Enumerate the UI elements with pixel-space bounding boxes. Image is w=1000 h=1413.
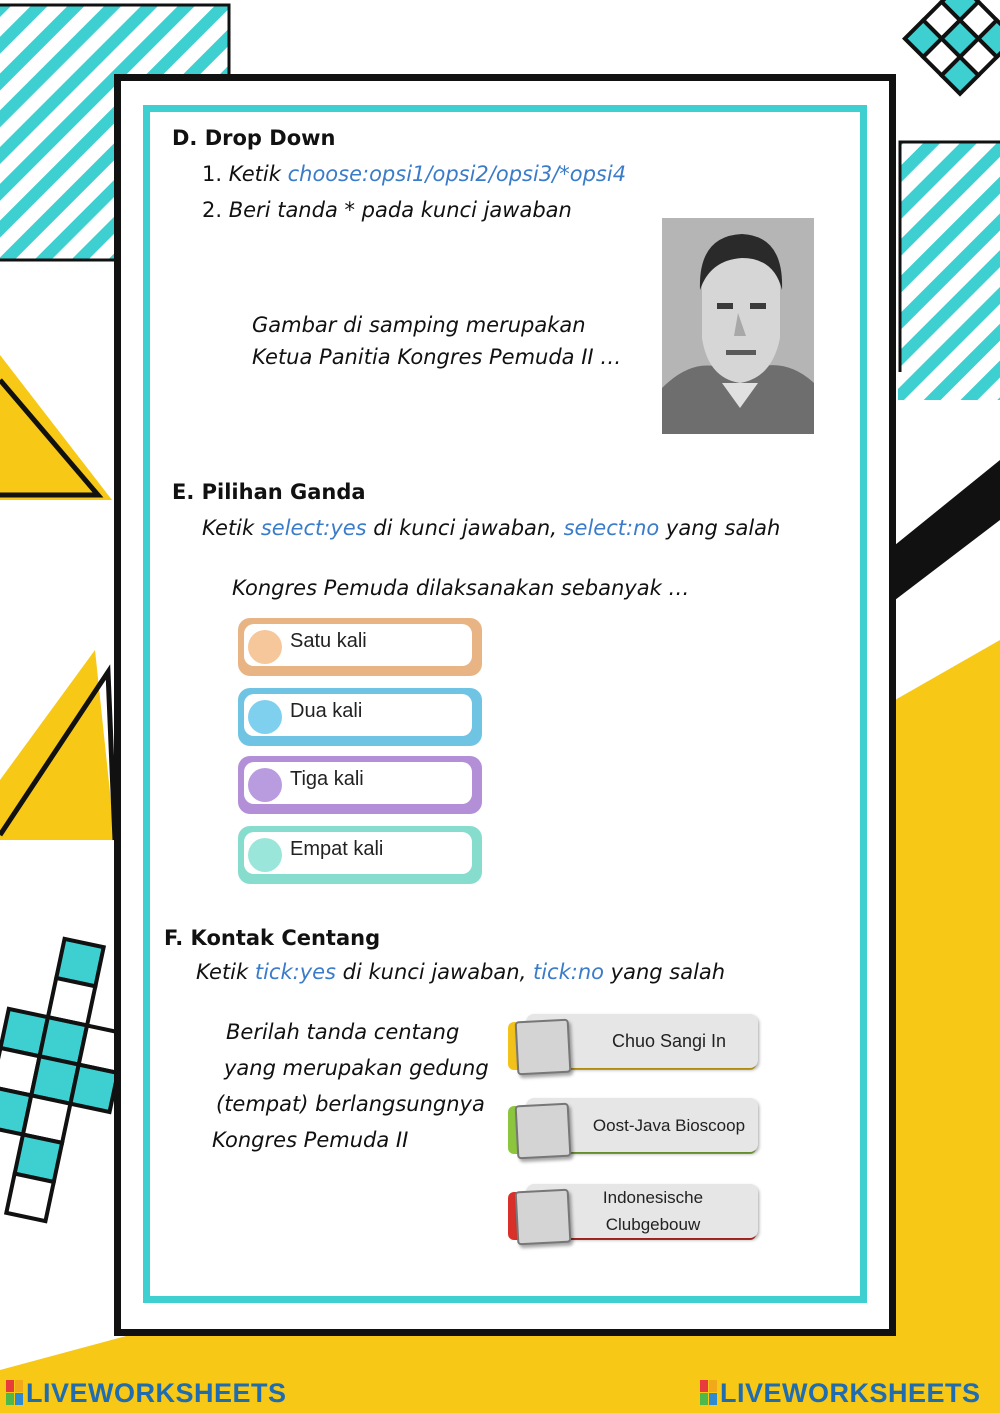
instr-e-a: Ketik xyxy=(202,516,261,540)
portrait-photo xyxy=(662,218,814,434)
radio-circle-icon[interactable] xyxy=(248,700,282,734)
section-f-heading: F. Kontak Centang xyxy=(164,926,381,950)
choice-label: Oost-Java Bioscoop xyxy=(592,1115,746,1135)
instr-f-c: yang salah xyxy=(603,960,726,984)
option-label: Tiga kali xyxy=(290,768,364,790)
radio-circle-icon[interactable] xyxy=(248,768,282,802)
instr-f-code-no: tick:no xyxy=(532,960,604,984)
instr-e-b: di kunci jawaban, xyxy=(366,516,564,540)
option-label: Dua kali xyxy=(290,700,363,722)
radio-circle-icon[interactable] xyxy=(248,838,282,872)
question-d-line1: Gambar di samping merupakan xyxy=(252,313,586,337)
step1-text: Ketik xyxy=(228,162,288,186)
checkbox-icon[interactable] xyxy=(515,1019,572,1076)
step1-code: choose:opsi1/opsi2/opsi3/*opsi4 xyxy=(287,162,627,186)
question-e: Kongres Pemuda dilaksanakan sebanyak … xyxy=(232,576,690,600)
liveworksheets-logo-right[interactable] xyxy=(700,1378,981,1409)
instr-e-c: yang salah xyxy=(659,516,781,540)
option-label: Satu kali xyxy=(290,630,367,652)
liveworksheets-mark-icon xyxy=(6,1380,24,1406)
section-d-step1 xyxy=(202,162,626,186)
section-f-instruction xyxy=(196,960,725,984)
checkbox-icon[interactable] xyxy=(515,1103,572,1160)
portrait-illustration xyxy=(662,218,814,434)
question-f-line1: Berilah tanda centang xyxy=(226,1020,460,1044)
option-satu-kali[interactable] xyxy=(238,618,482,676)
radio-circle-icon[interactable] xyxy=(248,630,282,664)
choice-label: Chuo Sangi In xyxy=(611,1030,727,1051)
section-d-step2 xyxy=(202,198,572,222)
question-f-line3: (tempat) berlangsungnya xyxy=(216,1092,485,1116)
choice-label: Indonesische Clubgebouw xyxy=(602,1188,704,1234)
section-e-heading: E. Pilihan Ganda xyxy=(172,480,366,504)
question-f-line2: yang merupakan gedung xyxy=(224,1056,489,1080)
option-dua-kali[interactable] xyxy=(238,688,482,746)
liveworksheets-logo-left[interactable] xyxy=(6,1378,287,1409)
instr-e-code-no: select:no xyxy=(563,516,660,540)
option-empat-kali[interactable] xyxy=(238,826,482,884)
option-tiga-kali[interactable] xyxy=(238,756,482,814)
step2-number: 2. xyxy=(202,198,223,222)
question-d-line2: Ketua Panitia Kongres Pemuda II … xyxy=(252,345,622,369)
question-f-line4: Kongres Pemuda II xyxy=(212,1128,409,1152)
instr-f-code-yes: tick:yes xyxy=(254,960,336,984)
step1-number: 1. xyxy=(202,162,223,186)
tick-choice-indonesische-clubgebouw[interactable] xyxy=(508,1184,760,1242)
instr-e-code-yes: select:yes xyxy=(260,516,367,540)
option-label: Empat kali xyxy=(290,838,384,860)
liveworksheets-mark-icon xyxy=(700,1380,718,1406)
brand-text: LIVEWORKSHEETS xyxy=(26,1378,287,1408)
instr-f-b: di kunci jawaban, xyxy=(336,960,533,984)
section-d-heading: D. Drop Down xyxy=(172,126,336,150)
tick-choice-oost-java-bioscoop[interactable] xyxy=(508,1098,760,1156)
section-e-instruction xyxy=(202,516,780,540)
instr-f-a: Ketik xyxy=(196,960,255,984)
tick-choice-chuo-sangi-in[interactable] xyxy=(508,1014,760,1072)
step2-text: Beri tanda * pada kunci jawaban xyxy=(228,198,572,222)
checkbox-icon[interactable] xyxy=(515,1189,572,1246)
brand-text: LIVEWORKSHEETS xyxy=(720,1378,981,1408)
